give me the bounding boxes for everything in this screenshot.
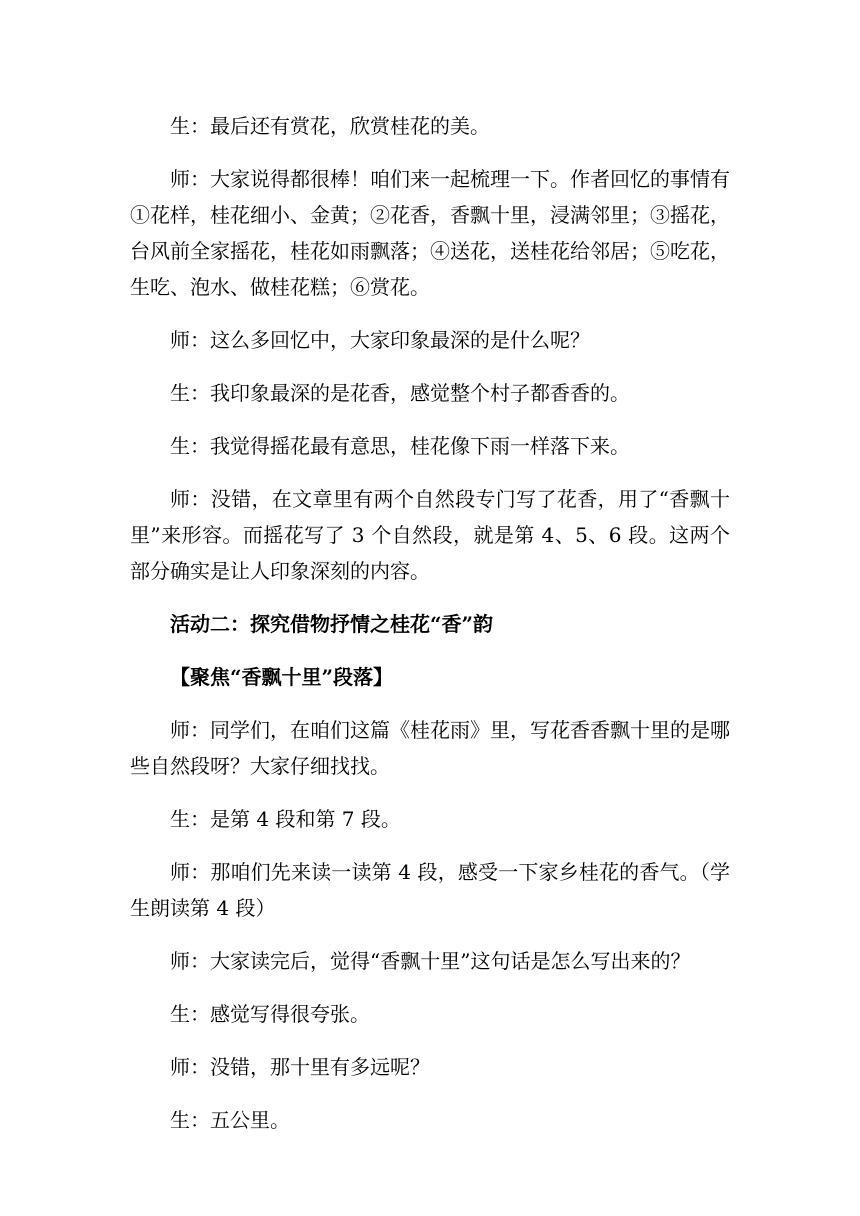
student-answer-paragraph: 生：感觉写得很夸张。 xyxy=(170,1002,370,1026)
teacher-summary-paragraph: 师：大家说得都很棒！咱们来一起梳理一下。作者回忆的事情有①花样，桂花细小、金黄；②花香，香飘十里，浸满邻里；③摇花，台风前全家摇花，桂花如雨飘落；④送花，送桂花给邻居；⑤吃花，生吃、泡水、做桂花糕；⑥赏花。 xyxy=(130,167,730,299)
teacher-question-paragraph: 师：同学们，在咱们这篇《桂花雨》里，写花香香飘十里的是哪些自然段呀？大家仔细找找。 xyxy=(130,718,730,778)
activity-heading: 活动二：探究借物抒情之桂花“香”韵 xyxy=(170,612,494,636)
teacher-question-paragraph: 师：没错，那十里有多远呢？ xyxy=(170,1055,430,1079)
teacher-explanation-paragraph: 师：没错，在文章里有两个自然段专门写了花香，用了“香飘十里”来形容。而摇花写了 3 个自然段，就是第 4、5、6 段。这两个部分确实是让人印象深刻的内容。 xyxy=(130,487,730,583)
student-answer-paragraph: 生：我印象最深的是花香，感觉整个村子都香香的。 xyxy=(170,381,630,405)
student-answer-paragraph: 生：是第 4 段和第 7 段。 xyxy=(170,807,401,831)
document-body xyxy=(130,108,730,1155)
teacher-instruction-paragraph: 师：那咱们先来读一读第 4 段，感受一下家乡桂花的香气。（学生朗读第 4 段） xyxy=(130,860,730,920)
section-subheading: 【聚焦“香飘十里”段落】 xyxy=(170,665,394,689)
student-answer-paragraph: 生：我觉得摇花最有意思，桂花像下雨一样落下来。 xyxy=(170,434,630,458)
student-answer-paragraph: 生：五公里。 xyxy=(170,1108,290,1132)
teacher-question-paragraph: 师：大家读完后，觉得“香飘十里”这句话是怎么写出来的？ xyxy=(170,949,691,973)
teacher-question-paragraph: 师：这么多回忆中，大家印象最深的是什么呢？ xyxy=(170,328,590,352)
student-answer-paragraph: 生：最后还有赏花，欣赏桂花的美。 xyxy=(170,114,490,138)
